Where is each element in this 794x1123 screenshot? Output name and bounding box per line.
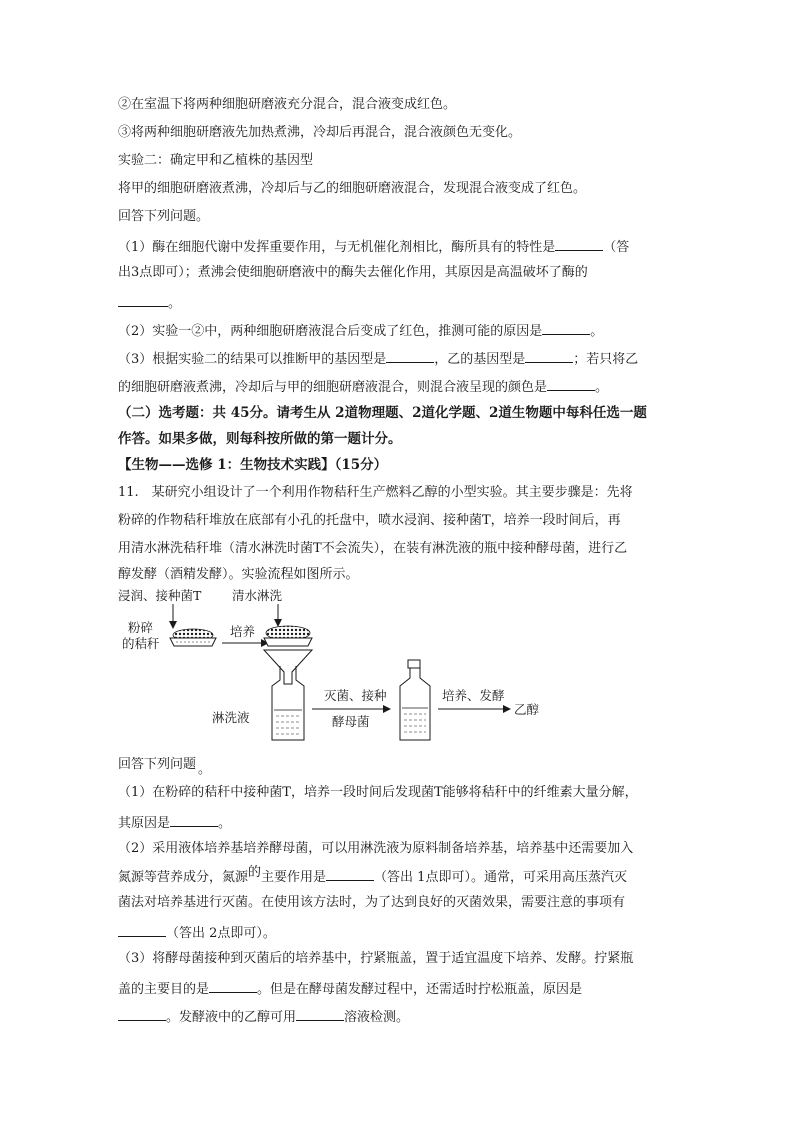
label-eluate: 淋洗液 — [212, 710, 250, 725]
question-1-line3 — [118, 292, 181, 313]
sub-question-2-text: 的 — [248, 865, 262, 880]
answer-prompt-2 — [118, 756, 212, 777]
label-ferment: 培养、发酵 — [442, 688, 505, 703]
question-1-text: （答 — [603, 240, 630, 255]
label-sterilize: 灭菌、接种 — [324, 688, 387, 703]
sub-question-2-text: （答出 2点即可）。 — [166, 926, 276, 941]
question-1-text: （1）酶在细胞代谢中发挥重要作用，与无机催化剂相比，酶所具有的特性是 — [118, 240, 556, 255]
answer-blank[interactable] — [525, 348, 573, 363]
answer-blank[interactable] — [542, 320, 590, 335]
question-2 — [118, 320, 603, 341]
sub-question-2-text: 主要作用是 — [261, 870, 327, 885]
sub-question-3-text: 盖的主要目的是 — [118, 982, 210, 997]
question-1-line1 — [118, 236, 629, 257]
answer-blank[interactable] — [296, 1006, 344, 1021]
punctuation: 。 — [198, 762, 212, 777]
sub-question-3-line2 — [118, 978, 582, 999]
experiment1-step3: ③将两种细胞研磨液先加热煮沸，冷却后再混合，混合液颜色无变化。 — [118, 125, 522, 140]
sub-question-2-line2 — [118, 866, 627, 887]
sub-question-2-text: （答出 1点即可）。通常，可采用高压蒸汽灭 — [374, 870, 627, 885]
label-crushed: 粉碎 — [128, 620, 154, 635]
answer-blank[interactable] — [326, 866, 374, 881]
question-11-line4: 醇发酵（酒精发酵）。实验流程如图所示。 — [118, 567, 359, 582]
label-soak: 浸润、接种菌T — [118, 588, 202, 603]
label-straw: 的秸秆 — [122, 636, 160, 651]
question-3-text: ；若只将乙 — [573, 352, 639, 367]
flow-svg — [118, 588, 558, 748]
sub-question-3-line3 — [118, 1006, 409, 1027]
answer-prompt: 回答下列问题。 — [118, 209, 210, 224]
sub-question-2-line1: （2）采用液体培养基培养酵母菌，可以用淋洗液为原料制备培养基，培养基中还需要加入 — [118, 841, 634, 856]
experiment-flow-diagram — [118, 588, 558, 748]
question-3-text: 的细胞研磨液煮沸，冷却后与甲的细胞研磨液混合，则混合液呈现的颜色是 — [118, 380, 548, 395]
question-3-line1 — [118, 348, 638, 369]
sub-question-1-text: 其原因是 — [118, 816, 171, 831]
answer-blank[interactable] — [547, 376, 595, 391]
answer-blank[interactable] — [209, 978, 257, 993]
sub-question-2-text: 氮源等营养成分，氮源 — [118, 870, 249, 885]
funnel — [264, 626, 312, 684]
answer-blank[interactable] — [118, 1006, 166, 1021]
answer-blank[interactable] — [118, 292, 168, 307]
punctuation: 。 — [590, 324, 604, 339]
section-heading-elective: （二）选考题：共 45分。请考生从 2道物理题、2道化学题、2道生物题中每科任选一题 — [118, 405, 647, 421]
punctuation: 。 — [218, 816, 232, 831]
question-1-line2: 出3点即可）；煮沸会使细胞研磨液中的酶失去催化作用，其原因是高温破坏了酶的 — [118, 265, 588, 280]
answer-blank[interactable] — [555, 236, 603, 251]
question-11-line3: 用清水淋洗秸秆堆（清水淋洗时菌T不会流失），在装有淋洗液的瓶中接种酵母菌，进行乙 — [118, 541, 628, 556]
module-heading: 【生物——选修 1：生物技术实践】（15分） — [118, 457, 388, 473]
answer-blank[interactable] — [386, 348, 434, 363]
label-ethanol: 乙醇 — [514, 702, 540, 717]
sub-question-2-line3: 菌法对培养基进行灭菌。在使用该方法时，为了达到良好的灭菌效果，需要注意的事项有 — [118, 895, 626, 910]
straw-tray — [170, 629, 216, 646]
sub-question-2-line4 — [118, 922, 276, 943]
section-heading-elective-cont: 作答。如果多做，则每科按所做的第一题计分。 — [118, 431, 402, 447]
question-11-line2: 粉碎的作物秸秆堆放在底部有小孔的托盘中，喷水浸润、接种菌T，培养一段时间后，再 — [118, 513, 621, 528]
experiment2-text: 将甲的细胞研磨液煮沸，冷却后与乙的细胞研磨液混合，发现混合液变成了红色。 — [118, 181, 587, 196]
sub-question-3-line1: （3）将酵母菌接种到灭菌后的培养基中，拧紧瓶盖，置于适宜温度下培养、发酵。拧紧瓶 — [118, 951, 634, 966]
sub-question-3-text: 。发酵液中的乙醇可用 — [166, 1010, 297, 1025]
experiment1-step2: ②在室温下将两种细胞研磨液充分混合，混合液变成红色。 — [118, 97, 457, 112]
prompt-text: 回答下列问题 — [118, 757, 197, 772]
label-rinse: 清水淋洗 — [232, 588, 283, 603]
sub-question-1-line2 — [118, 812, 231, 833]
answer-blank[interactable] — [170, 812, 218, 827]
punctuation: 。 — [595, 380, 609, 395]
sub-question-3-text: 。但是在酵母菌发酵过程中，还需适时拧松瓶盖，原因是 — [257, 982, 583, 997]
question-3-line2 — [118, 376, 608, 397]
sub-question-1-line1: （1）在粉碎的秸秆中接种菌T，培养一段时间后发现菌T能够将秸秆中的纤维素大量分解， — [118, 785, 638, 800]
label-yeast: 酵母菌 — [332, 714, 370, 729]
sub-question-3-text: 溶液检测。 — [344, 1010, 410, 1025]
question-3-text: ，乙的基因型是 — [434, 352, 526, 367]
label-culture: 培养 — [230, 624, 256, 639]
question-2-text: （2）实验一②中，两种细胞研磨液混合后变成了红色，推测可能的原因是 — [118, 324, 543, 339]
answer-blank[interactable] — [118, 922, 166, 937]
question-11-line1: 11. 某研究小组设计了一个利用作物秸秆生产燃料乙醇的小型实验。其主要步骤是：先将 — [118, 485, 633, 500]
punctuation: 。 — [168, 296, 182, 311]
experiment2-title: 实验二：确定甲和乙植株的基因型 — [118, 153, 314, 168]
question-3-text: （3）根据实验二的结果可以推断甲的基因型是 — [118, 352, 387, 367]
fermentation-bottle — [400, 660, 430, 740]
